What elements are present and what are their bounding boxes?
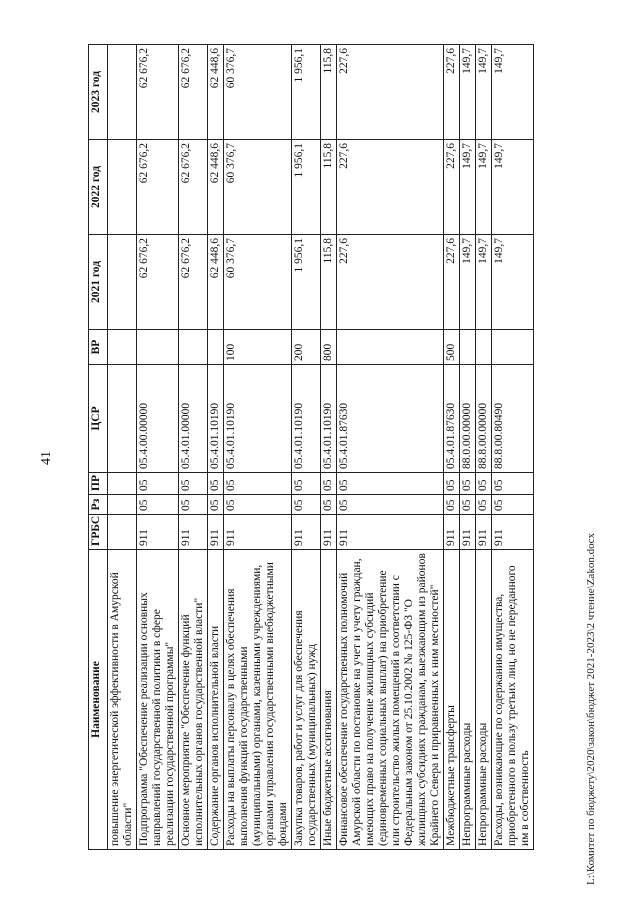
cell-rz: 05 (321, 495, 337, 515)
cell-y2022: 62 676,2 (179, 140, 208, 235)
cell-csr: 88.0.00.00000 (460, 365, 476, 473)
cell-vr: 800 (321, 330, 337, 365)
cell-pr: 05 (444, 473, 460, 495)
cell-y2021: 62 448,6 (208, 235, 224, 330)
cell-grbs: 911 (476, 515, 492, 550)
cell-grbs: 911 (321, 515, 337, 550)
cell-y2022: 227,6 (444, 140, 460, 235)
cell-grbs: 911 (292, 515, 321, 550)
cell-pr: 05 (179, 473, 208, 495)
cell-y2021: 149,7 (460, 235, 476, 330)
cell-rz: 05 (492, 495, 534, 515)
cell-y2022: 60 376,7 (224, 140, 292, 235)
cell-grbs: 911 (208, 515, 224, 550)
cell-y2023: 62 448,6 (208, 45, 224, 140)
cell-grbs: 911 (492, 515, 534, 550)
cell-y2022: 1 956,1 (292, 140, 321, 235)
cell-pr: 05 (292, 473, 321, 495)
footer-file-path: L:\Комитет по бюджету\2020\закон\бюджет 2021-2023\2 чтение\Zakon.docx (585, 533, 597, 885)
cell-y2021: 227,6 (444, 235, 460, 330)
cell-vr (108, 330, 137, 365)
table-row (492, 45, 534, 850)
cell-csr: 05.4.01.87630 (444, 365, 460, 473)
table-body (108, 45, 534, 850)
cell-rz: 05 (208, 495, 224, 515)
col-header-2021: 2021 год (89, 235, 108, 330)
cell-y2022: 62 448,6 (208, 140, 224, 235)
cell-grbs (108, 515, 137, 550)
cell-y2022: 115,8 (321, 140, 337, 235)
table-row (321, 45, 337, 850)
cell-pr: 05 (492, 473, 534, 495)
cell-y2023: 62 676,2 (179, 45, 208, 140)
cell-name: Межбюджетные трансферты (444, 550, 460, 850)
cell-y2021 (108, 235, 137, 330)
cell-rz: 05 (460, 495, 476, 515)
cell-vr: 100 (224, 330, 292, 365)
cell-vr (492, 330, 534, 365)
cell-pr: 05 (224, 473, 292, 495)
cell-vr (337, 330, 444, 365)
table-row (460, 45, 476, 850)
cell-grbs: 911 (444, 515, 460, 550)
cell-vr (137, 330, 179, 365)
cell-vr: 500 (444, 330, 460, 365)
table-row (337, 45, 444, 850)
cell-y2022: 149,7 (460, 140, 476, 235)
col-header-pr: ПР (89, 473, 108, 495)
cell-y2022: 149,7 (476, 140, 492, 235)
cell-y2023: 149,7 (492, 45, 534, 140)
cell-csr: 88.8.00.00000 (476, 365, 492, 473)
cell-pr: 05 (476, 473, 492, 495)
cell-y2023: 115,8 (321, 45, 337, 140)
cell-name: Финансовое обеспечение государственных полномочий Амурской области по постановке на учет и учету граждан, имеющих право на получение жилищных субсидий (единовременных социальных выплат) на приобретение или строительство жилых помещений в соответствии с Федеральным законом от 25.10.2002 № 125-ФЗ "О жилищных субсидиях гражданам, выезжающим из районов Крайнего Севера и приравненных к ним местностей" (337, 550, 444, 850)
cell-csr: 05.4.01.10190 (321, 365, 337, 473)
cell-y2021: 115,8 (321, 235, 337, 330)
cell-name: повышение энергетической эффективности в Амурской области" (108, 550, 137, 850)
col-header-2022: 2022 год (89, 140, 108, 235)
cell-rz: 05 (476, 495, 492, 515)
cell-y2023: 227,6 (444, 45, 460, 140)
col-header-2023: 2023 год (89, 45, 108, 140)
table-row (208, 45, 224, 850)
table-row (137, 45, 179, 850)
cell-rz: 05 (137, 495, 179, 515)
cell-name: Непрограммные расходы (476, 550, 492, 850)
col-header-rz: Рз (89, 495, 108, 515)
cell-name: Расходы, возникающие по содержанию имущества, приобретенного в пользу третьих лиц, но не переданного им в собственность (492, 550, 534, 850)
table-row (292, 45, 321, 850)
cell-grbs: 911 (224, 515, 292, 550)
cell-vr (476, 330, 492, 365)
cell-y2021: 62 676,2 (137, 235, 179, 330)
cell-csr: 88.8.00.80490 (492, 365, 534, 473)
cell-y2022: 227,6 (337, 140, 444, 235)
cell-name: Непрограммные расходы (460, 550, 476, 850)
cell-vr (179, 330, 208, 365)
table-row (224, 45, 292, 850)
cell-csr: 05.4.00.00000 (137, 365, 179, 473)
cell-pr: 05 (321, 473, 337, 495)
cell-grbs: 911 (460, 515, 476, 550)
cell-y2023: 149,7 (476, 45, 492, 140)
budget-table (88, 44, 534, 850)
cell-y2023: 1 956,1 (292, 45, 321, 140)
cell-rz (108, 495, 137, 515)
cell-grbs: 911 (179, 515, 208, 550)
cell-rz: 05 (444, 495, 460, 515)
cell-pr: 05 (460, 473, 476, 495)
cell-name: Подпрограмма "Обеспечение реализации основных направлений государственной политики в сфере реализации государственной программы" (137, 550, 179, 850)
cell-vr (208, 330, 224, 365)
col-header-grbs: ГРБС (89, 515, 108, 550)
cell-y2023 (108, 45, 137, 140)
cell-rz: 05 (337, 495, 444, 515)
cell-y2023: 62 676,2 (137, 45, 179, 140)
cell-csr: 05.4.01.87630 (337, 365, 444, 473)
cell-name: Содержание органов исполнительной власти (208, 550, 224, 850)
table-row (108, 45, 137, 850)
table-row (444, 45, 460, 850)
cell-pr: 05 (137, 473, 179, 495)
col-header-vr: ВР (89, 330, 108, 365)
cell-y2021: 227,6 (337, 235, 444, 330)
cell-y2022: 149,7 (492, 140, 534, 235)
cell-vr: 200 (292, 330, 321, 365)
cell-csr: 05.4.01.10190 (224, 365, 292, 473)
cell-name: Закупка товаров, работ и услуг для обеспечения государственных (муниципальных) нужд (292, 550, 321, 850)
cell-pr: 05 (208, 473, 224, 495)
cell-y2021: 1 956,1 (292, 235, 321, 330)
cell-y2022: 62 676,2 (137, 140, 179, 235)
cell-csr (108, 365, 137, 473)
cell-rz: 05 (292, 495, 321, 515)
table-row (476, 45, 492, 850)
col-header-name: Наименование (89, 550, 108, 850)
table-row (179, 45, 208, 850)
cell-y2021: 149,7 (476, 235, 492, 330)
cell-name: Расходы на выплаты персоналу в целях обеспечения выполнения функций государственными (муниципальными) органами, казенными учреждениями, органами управления государственными внебюджетными фондами (224, 550, 292, 850)
cell-y2023: 149,7 (460, 45, 476, 140)
cell-y2022 (108, 140, 137, 235)
cell-csr: 05.4.01.00000 (179, 365, 208, 473)
cell-pr: 05 (337, 473, 444, 495)
cell-y2023: 227,6 (337, 45, 444, 140)
rotated-table-container (88, 45, 568, 850)
cell-grbs: 911 (137, 515, 179, 550)
header-row (89, 45, 108, 850)
col-header-csr: ЦСР (89, 365, 108, 473)
cell-rz: 05 (179, 495, 208, 515)
cell-y2021: 62 676,2 (179, 235, 208, 330)
cell-name: Иные бюджетные ассигнования (321, 550, 337, 850)
cell-y2021: 60 376,7 (224, 235, 292, 330)
cell-pr (108, 473, 137, 495)
cell-csr: 05.4.01.10190 (208, 365, 224, 473)
cell-csr: 05.4.01.10190 (292, 365, 321, 473)
cell-vr (460, 330, 476, 365)
cell-rz: 05 (224, 495, 292, 515)
cell-name: Основное мероприятие "Обеспечение функций исполнительных органов государственной власти" (179, 550, 208, 850)
cell-y2021: 149,7 (492, 235, 534, 330)
cell-grbs: 911 (337, 515, 444, 550)
cell-y2023: 60 376,7 (224, 45, 292, 140)
page-number: 41 (39, 451, 54, 465)
